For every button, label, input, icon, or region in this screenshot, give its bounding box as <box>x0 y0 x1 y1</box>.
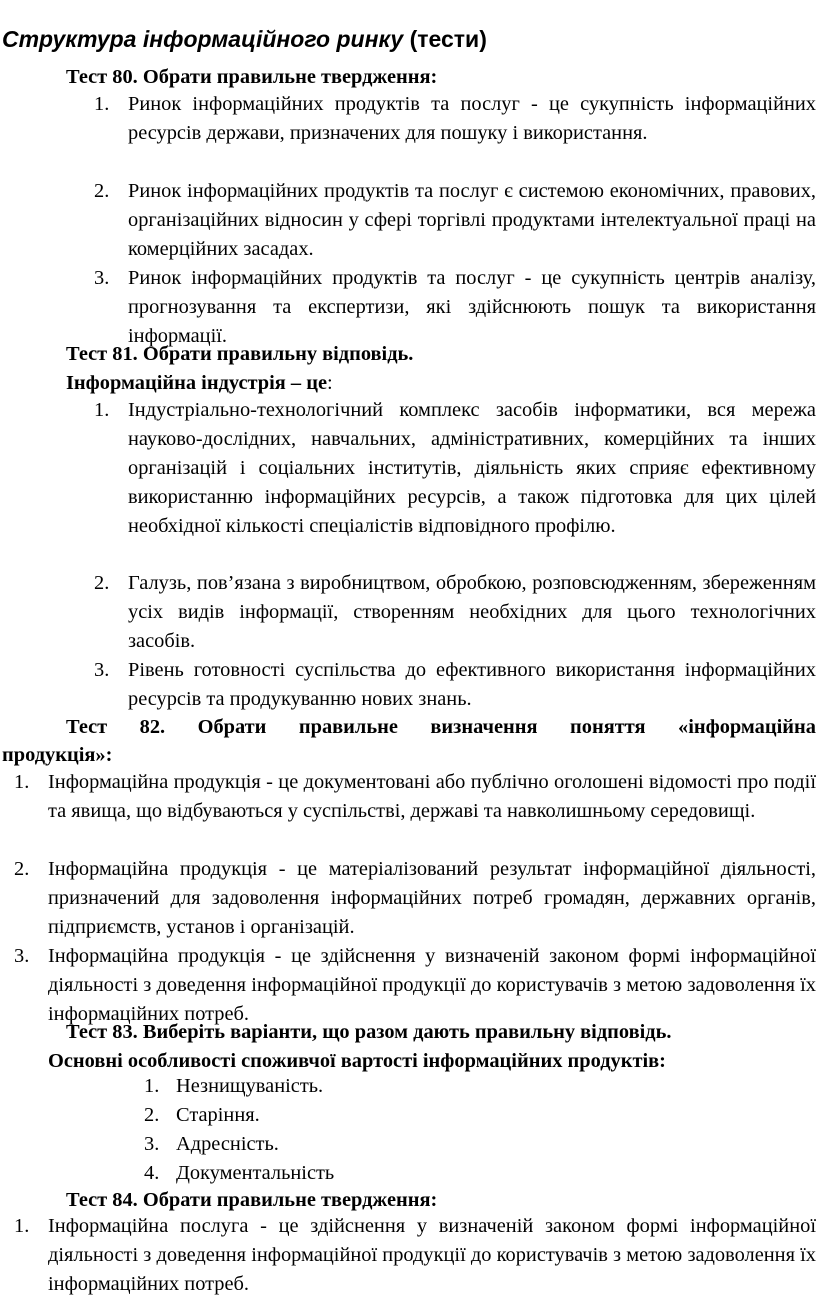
test-80-option-2 <box>94 177 816 264</box>
test-82-option-2 <box>14 855 816 942</box>
test-81-option-3 <box>94 656 816 714</box>
option-text: Інформаційна продукція - це документовані або публічно оголошені відомості про події та явища, що відбуваються у суспільстві, державі та навколишньому середовищі. <box>48 771 816 822</box>
test-82-option-1 <box>14 768 816 826</box>
option-number: 1. <box>94 93 110 115</box>
option-text: Інформаційна послуга - це здійснення у визначеній законом формі інформаційної діяльності з доведення інформаційної продукції до користувачів з метою задоволення їх інформаційних потреб. <box>48 1215 816 1295</box>
option-number: 1. <box>14 1215 30 1237</box>
option-number: 1. <box>14 771 30 793</box>
test-83-option-1 <box>144 1072 323 1101</box>
option-number: 2. <box>94 180 110 202</box>
option-text: Адресність. <box>176 1133 279 1155</box>
test-82-heading-line-2: продукція»: <box>2 744 113 766</box>
test-83-option-2 <box>144 1101 260 1130</box>
option-number: 4. <box>144 1162 160 1184</box>
test-80-option-1 <box>94 90 816 148</box>
option-text: Індустріально-технологічний комплекс засобів інформатики, вся мережа науково-дослідних, навчальних, адміністративних, комерційних та інших організацій і соціальних інститутів, діяльність яких сприяє ефективному використанню інформаційних ресурсів, а також підготовка для цих цілей необхідної кількості спеціалістів відповідного профілю. <box>128 399 816 537</box>
option-text: Старіння. <box>176 1104 260 1126</box>
option-number: 2. <box>144 1104 160 1126</box>
test-83-subheading: Основні особливості споживчої вартості інформаційних продуктів: <box>48 1050 666 1072</box>
test-83-option-4 <box>144 1159 334 1188</box>
test-82-heading-line-1: Тест 82. Обрати правильне визначення поняття «інформаційна <box>66 716 816 738</box>
option-number: 3. <box>94 659 110 681</box>
test-81-subheading <box>66 369 333 397</box>
option-text: Документальність <box>176 1162 335 1184</box>
page-title <box>2 24 487 54</box>
option-text: Незнищуваність. <box>176 1075 324 1097</box>
option-number: 1. <box>94 399 110 421</box>
test-81-option-1 <box>94 396 816 541</box>
option-number: 3. <box>14 945 30 967</box>
option-number: 2. <box>94 572 110 594</box>
option-number: 2. <box>14 858 30 880</box>
option-text: Галузь, пов’язана з виробництвом, обробкою, розповсюдженням, збереженням усіх видів інформації, створенням необхідних для цього технологічних засобів. <box>128 572 816 652</box>
option-text: Рівень готовності суспільства до ефективного використання інформаційних ресурсів та продукуванню нових знань. <box>128 659 816 710</box>
test-83-option-3 <box>144 1130 279 1159</box>
option-text: Ринок інформаційних продуктів та послуг - це сукупність інформаційних ресурсів держави, призначених для пошуку і використання. <box>128 93 816 144</box>
subheading-colon: : <box>327 372 333 394</box>
option-text: Ринок інформаційних продуктів та послуг - це сукупність центрів аналізу, прогнозування та експертизи, які здійснюють пошук та використання інформації. <box>128 267 816 347</box>
test-83-heading: Тест 83. Виберіть варіанти, що разом дають правильну відповідь. <box>66 1021 672 1043</box>
option-text: Інформаційна продукція - це матеріалізований результат інформаційної діяльності, призначений для задоволення інформаційних потреб громадян, державних органів, підприємств, установ і організацій. <box>48 858 816 938</box>
test-84-heading: Тест 84. Обрати правильне твердження: <box>66 1189 438 1211</box>
test-80-option-3 <box>94 264 816 351</box>
test-84-option-1 <box>14 1212 816 1299</box>
test-81-option-2 <box>94 569 816 656</box>
option-number: 1. <box>144 1075 160 1097</box>
title-suffix: (тести) <box>409 26 487 52</box>
title-main: Структура інформаційного ринку <box>2 26 404 52</box>
subheading-text: Інформаційна індустрія – це <box>66 372 328 394</box>
option-text: Інформаційна продукція - це здійснення у визначеній законом формі інформаційної діяльності з доведення інформаційної продукції до користувачів з метою задоволення їх інформаційних потреб. <box>48 945 816 1025</box>
test-81-heading: Тест 81. Обрати правильну відповідь. <box>66 343 414 365</box>
option-text: Ринок інформаційних продуктів та послуг є системою економічних, правових, організаційних відносин у сфері торгівлі продуктами інтелектуальної праці на комерційних засадах. <box>128 180 816 260</box>
test-80-heading: Тест 80. Обрати правильне твердження: <box>66 66 438 88</box>
option-number: 3. <box>94 267 110 289</box>
test-82-option-3 <box>14 942 816 1029</box>
option-number: 3. <box>144 1133 160 1155</box>
